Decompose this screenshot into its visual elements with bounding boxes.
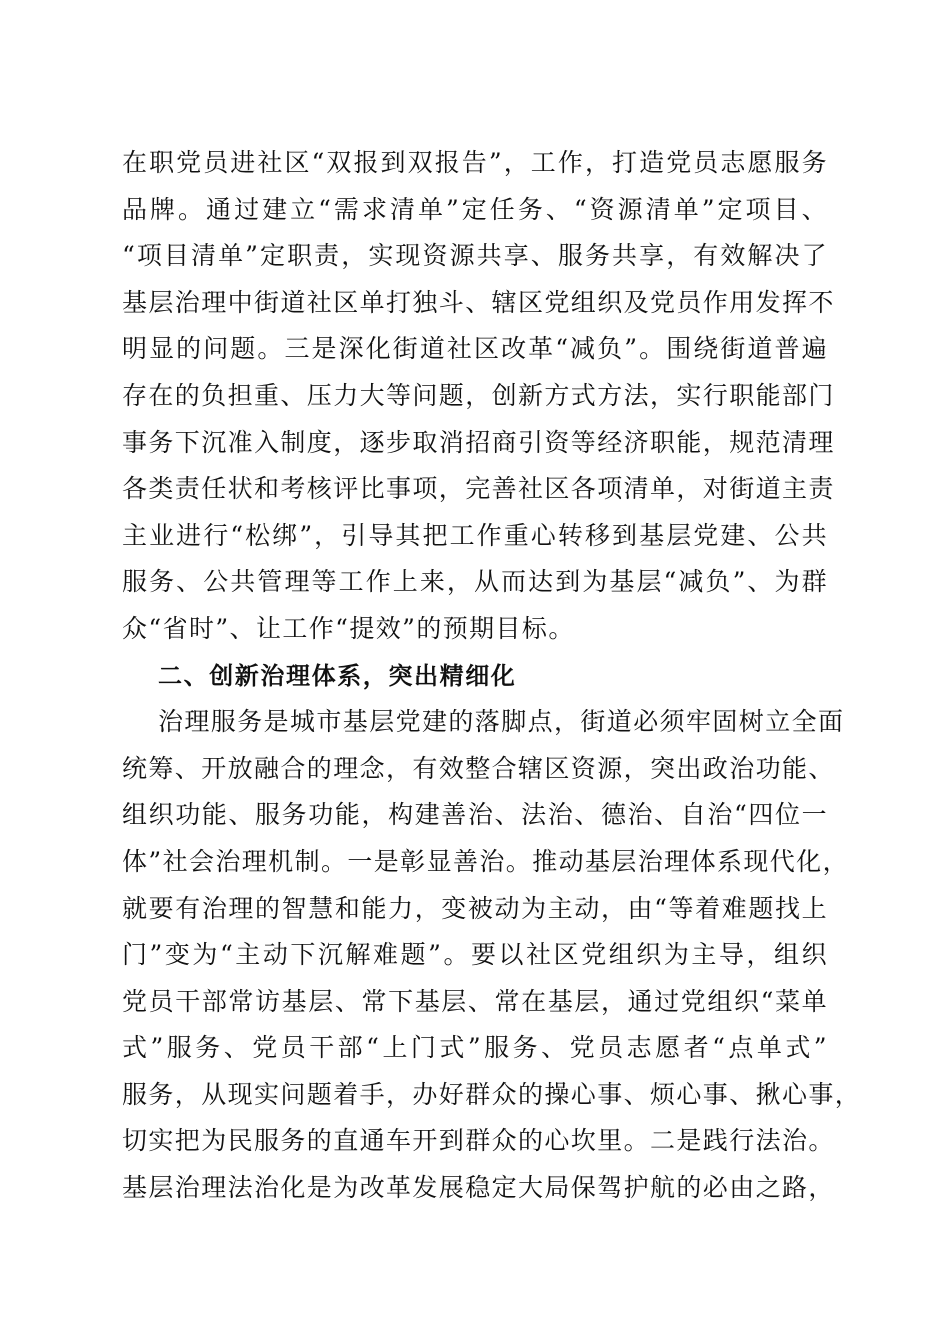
section-heading: 二、创新治理体系，突出精细化 — [158, 661, 517, 690]
paragraph-line: 组织功能、服务功能，构建善治、法治、德治、自治“四位一 — [122, 800, 828, 830]
paragraph-line: “项目清单”定职责，实现资源共享、服务共享，有效解决了 — [122, 241, 828, 271]
paragraph-line: 各类责任状和考核评比事项，完善社区各项清单，对街道主责 — [122, 474, 835, 504]
paragraph-line: 门”变为“主动下沉解难题”。要以社区党组织为主导，组织 — [122, 940, 828, 970]
paragraph-2 — [122, 699, 862, 1212]
paragraph-line: 体”社会治理机制。一是彰显善治。推动基层治理体系现代化， — [122, 846, 849, 876]
paragraph-line: 基层治理法治化是为改革发展稳定大局保驾护航的必由之路， — [122, 1173, 835, 1203]
paragraph-line: 服务，从现实问题着手，办好群众的操心事、烦心事、揪心事， — [122, 1079, 862, 1109]
document-body — [122, 140, 862, 1212]
paragraph-1 — [122, 140, 835, 653]
paragraph-line: 存在的负担重、压力大等问题，创新方式方法，实行职能部门 — [122, 380, 835, 410]
paragraph-line: 服务、公共管理等工作上来，从而达到为基层“减负”、为群 — [122, 567, 828, 597]
paragraph-line: 明显的问题。三是深化街道社区改革“减负”。围绕街道普遍 — [122, 334, 828, 364]
paragraph-line: 主业进行“松绑”，引导其把工作重心转移到基层党建、公共 — [122, 520, 828, 550]
paragraph-line: 事务下沉准入制度，逐步取消招商引资等经济职能，规范清理 — [122, 427, 835, 457]
paragraph-line: 治理服务是城市基层党建的落脚点，街道必须牢固树立全面 — [158, 707, 845, 737]
paragraph-line: 品牌。通过建立“需求清单”定任务、“资源清单”定项目、 — [122, 194, 828, 224]
paragraph-line: 众“省时”、让工作“提效”的预期目标。 — [122, 613, 575, 643]
paragraph-line: 统筹、开放融合的理念，有效整合辖区资源，突出政治功能、 — [122, 753, 835, 783]
paragraph-line: 式”服务、党员干部“上门式”服务、党员志愿者“点单式” — [122, 1033, 828, 1063]
paragraph-line: 基层治理中街道社区单打独斗、辖区党组织及党员作用发挥不 — [122, 287, 835, 317]
paragraph-line: 切实把为民服务的直通车开到群众的心坎里。二是践行法治。 — [122, 1126, 835, 1156]
paragraph-line: 就要有治理的智慧和能力，变被动为主动，由“等着难题找上 — [122, 893, 828, 923]
paragraph-line: 在职党员进社区“双报到双报告”，工作，打造党员志愿服务 — [122, 148, 828, 177]
paragraph-line: 党员干部常访基层、常下基层、常在基层，通过党组织“菜单 — [122, 986, 828, 1016]
